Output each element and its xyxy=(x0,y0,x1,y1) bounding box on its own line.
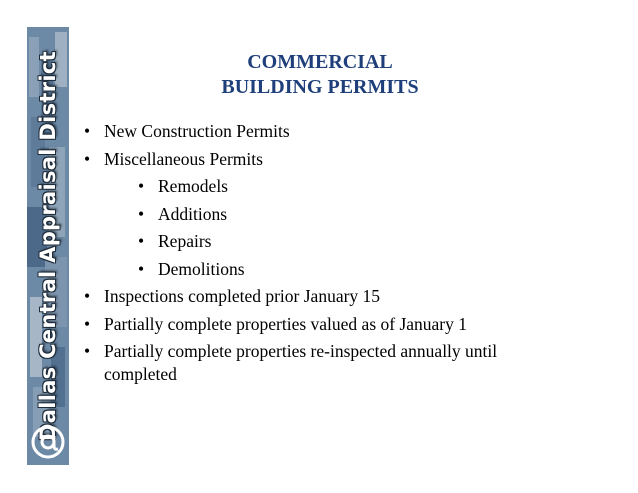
bullet-symbol: • xyxy=(84,313,91,334)
dcad-side-banner xyxy=(27,27,69,465)
bullet-text: Remodels xyxy=(158,176,228,196)
bullet-item xyxy=(82,120,562,143)
bullet-symbol: • xyxy=(138,231,145,251)
bullet-text: Miscellaneous Permits xyxy=(104,148,263,169)
slide-title-line-2: BUILDING PERMITS xyxy=(221,76,419,98)
bullet-symbol: • xyxy=(84,286,91,306)
bullet-text: Inspections completed prior January 15 xyxy=(104,286,381,306)
bullet-item xyxy=(82,285,562,308)
bullet-item xyxy=(82,148,562,171)
bullet-list xyxy=(82,120,562,391)
bullet-text: Partially complete properties valued as of January 1 xyxy=(104,313,468,334)
banner-text: Dallas Central Appraisal District xyxy=(36,51,60,441)
bullet-symbol: • xyxy=(138,203,145,224)
sub-bullet-item xyxy=(82,230,562,253)
sub-bullet-item xyxy=(82,175,562,198)
bullet-text: Repairs xyxy=(158,231,212,251)
sub-bullet-item xyxy=(82,258,562,281)
bullet-item xyxy=(82,340,562,386)
bullet-symbol: • xyxy=(84,341,91,361)
bullet-item xyxy=(82,313,562,336)
slide-title-line-1: COMMERCIAL xyxy=(247,51,393,73)
sub-bullet-item xyxy=(82,203,562,226)
bullet-symbol: • xyxy=(84,148,91,169)
slide-title xyxy=(180,50,460,100)
bullet-text: Additions xyxy=(158,203,228,224)
bullet-text: Partially complete properties re-inspected annually until completed xyxy=(104,341,498,384)
bullet-text: Demolitions xyxy=(158,258,245,279)
bullet-symbol: • xyxy=(138,258,145,279)
bullet-symbol: • xyxy=(138,176,145,196)
bullet-text: New Construction Permits xyxy=(104,121,290,141)
bullet-symbol: • xyxy=(84,121,91,141)
dcad-at-logo-icon xyxy=(30,424,66,460)
